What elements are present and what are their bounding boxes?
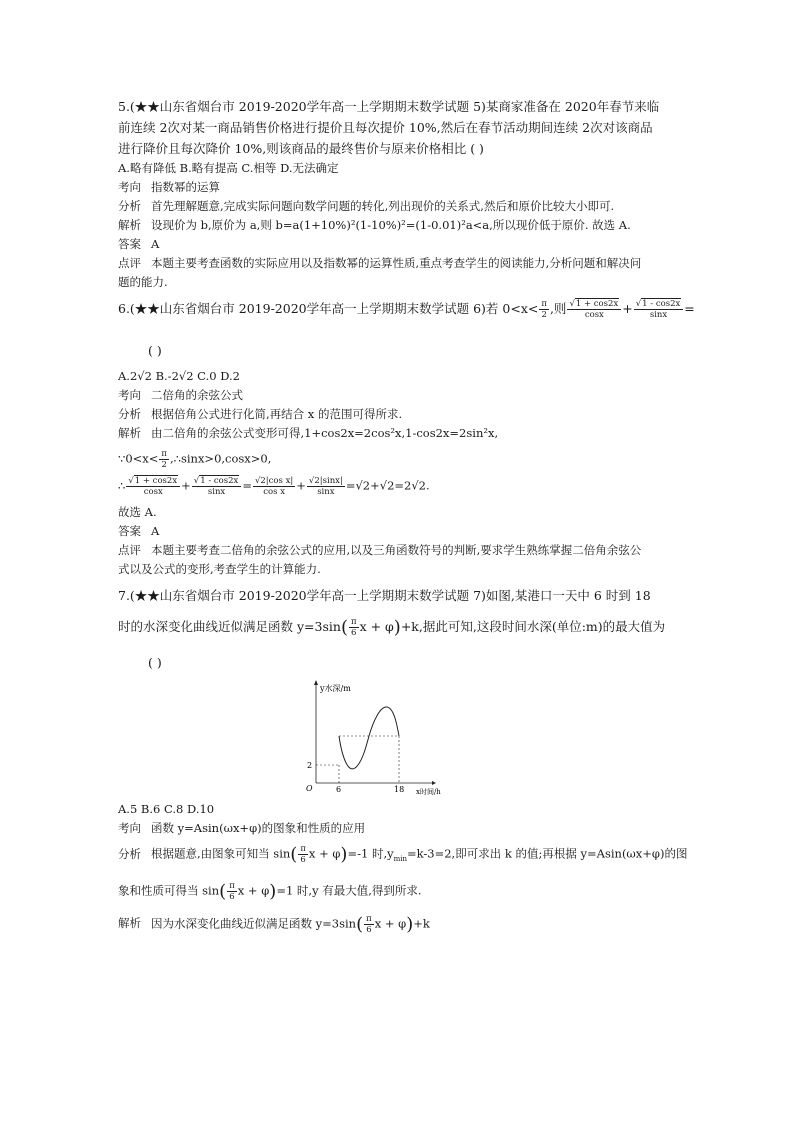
fenxi2-arg: x + φ bbox=[237, 883, 270, 898]
q6-dianping-2: 式以及公式的变形,考查学生的计算能力. bbox=[118, 562, 321, 576]
q6-stem: 6.(★★山东省烟台市 2019-2020学年高一上学期期末数学试题 6)若 0<x< $\frac{\pi}{2}$ ,则 $\frac{√1 + \cos 2x}{\cos x}$ + $\frac{√1 - \cos 2x}{\sin x}$ = bbox=[118, 299, 695, 320]
frac-num: 1 + cos2x bbox=[134, 476, 178, 486]
q6-answer-blank: ( ) bbox=[148, 343, 162, 358]
q6-stem-prefix: 6.(★★山东省烟台市 2019-2020学年高一上学期期末数学试题 6)若 0<x< bbox=[118, 301, 539, 316]
q7-fenxi-line-1: 分析 根据题意,由图象可知当 sin( $\frac{\pi}{6}$ x + φ)=-1 时$,y_{min}=k-3=2$,即可求出 k 的值;再根据 y=Asin(ωx+φ)的图 bbox=[118, 844, 688, 865]
fenxi-a: 根据题意,由图象可知当 sin bbox=[151, 846, 291, 861]
q5-fenxi: 首先理解题意,完成实际问题向数学问题的转化,列出现价的关系式,然后和原价比较大小即可. bbox=[151, 199, 615, 213]
jiexi-a: 因为水深变化曲线近似满足函数 y=3sin bbox=[151, 916, 357, 931]
origin-label: O bbox=[306, 784, 313, 793]
q5-dianping-label: 点评 bbox=[118, 256, 141, 270]
frac-den: 2 bbox=[541, 310, 547, 320]
frac-num: π bbox=[350, 617, 357, 627]
q5-stem-line-3: 进行降价且每次降价 10%,则该商品的最终售价与原来价格相比 ( ) bbox=[118, 141, 484, 156]
frac-num: 1 - cos2x bbox=[642, 299, 681, 309]
question-7 bbox=[118, 585, 688, 935]
q5-dianping-1: 本题主要考查函数的实际应用以及指数幂的运算性质,重点考查学生的阅读能力,分析问题和解决问 bbox=[151, 256, 642, 270]
frac-num: 1 - cos2x bbox=[200, 476, 239, 486]
q7-fenxi-label: 分析 bbox=[118, 846, 141, 861]
pi-over-6-fraction bbox=[298, 844, 308, 865]
fenxi-b: =-1 时,y bbox=[347, 846, 394, 861]
water-depth-figure bbox=[304, 677, 444, 797]
frac-num: π bbox=[229, 880, 235, 891]
q6-daan-label: 答案 bbox=[118, 524, 141, 538]
y-axis-label: y水深/m bbox=[320, 684, 351, 693]
frac-num: √2|cos x| bbox=[254, 476, 294, 486]
sqrt-fraction-2: $\frac{√1 - \cos 2x}{\sin x}$ bbox=[192, 476, 242, 497]
q6-fenxi-label: 分析 bbox=[118, 407, 141, 421]
q5-kaoxiang: 指数幂的运算 bbox=[151, 180, 220, 194]
q7-kaoxiang: 函数 y=Asin(ωx+φ)的图象和性质的应用 bbox=[151, 821, 366, 835]
pi-over-2-fraction bbox=[159, 449, 169, 470]
sqrt-fraction-1: $\frac{√1 + \cos 2x}{\cos x}$ bbox=[126, 476, 180, 497]
x-axis-arrow-icon bbox=[432, 781, 436, 785]
q6-jiexi-label: 解析 bbox=[118, 426, 141, 440]
frac-num: π bbox=[541, 299, 547, 309]
q7-choices: A.5 B.6 C.8 D.10 bbox=[118, 802, 215, 816]
q6-kaoxiang-label: 考向 bbox=[118, 388, 141, 402]
q7-kaoxiang-label: 考向 bbox=[118, 821, 141, 835]
fenxi2-b: =1 时,y 有最大值,得到所求. bbox=[276, 883, 422, 898]
q7-stem-line-1: 7.(★★山东省烟台市 2019-2020学年高一上学期期末数学试题 7)如图,某港口一天中 6 时到 18 bbox=[118, 588, 651, 603]
frac-den: cosx bbox=[143, 487, 163, 497]
document-page bbox=[118, 96, 695, 935]
q7-line2-mid: x + φ bbox=[359, 619, 394, 634]
q5-daan-label: 答案 bbox=[118, 237, 141, 251]
q6-therefore: ∴ $\frac{√1 + \cos 2x}{\cos x}$ + $\frac{√1 - \cos 2x}{\sin x}$ = $\frac{\text{√2|cos x|}}{\text{cos x}}$ + $\frac{√2|\sin x|}{\sin x}$ =√2+√2=2√2. bbox=[118, 476, 430, 497]
q7-jiexi-line: 解析 因为水深变化曲线近似满足函数 y=3sin( $\frac{\pi}{6}$ x + φ)+k bbox=[118, 913, 430, 935]
pi-over-6-fraction bbox=[364, 914, 374, 935]
because-suffix: ,∴sinx>0,cosx>0, bbox=[169, 451, 272, 466]
q7-fenxi-line-2: 象和性质可得当 sin( $\frac{\pi}{6}$ x + φ)=1 时,y 有最大值,得到所求. bbox=[118, 880, 422, 902]
q5-answer: A bbox=[151, 237, 160, 251]
abs-cos-fraction bbox=[253, 476, 295, 497]
q6-xuan: 故选 A. bbox=[118, 505, 157, 519]
question-5 bbox=[118, 96, 678, 292]
abs-sin-fraction bbox=[307, 476, 345, 497]
frac-den: 6 bbox=[366, 924, 372, 935]
frac-den: 2 bbox=[161, 460, 167, 470]
q7-jiexi-label: 解析 bbox=[118, 916, 141, 931]
y-tick-2: 2 bbox=[307, 761, 313, 770]
frac-num: π bbox=[161, 449, 167, 459]
x-axis-label: x时间/h bbox=[416, 788, 441, 796]
q6-fenxi: 根据倍角公式进行化简,再结合 x 的范围可得所求. bbox=[151, 407, 403, 421]
q6-dianping-1: 本题主要考查二倍角的余弦公式的应用,以及三角函数符号的判断,要求学生熟练掌握二倍角余弦公 bbox=[151, 543, 642, 557]
fenxi-c: =k-3=2,即可求出 k 的值;再根据 y=Asin(ωx+φ)的图 bbox=[407, 846, 688, 861]
q5-stem-line-2: 前连续 2次对某一商品销售价格进行提价且每次提价 10%,然后在春节活动期间连续 2次对该商品 bbox=[118, 120, 653, 135]
therefore-symbol: ∴ bbox=[118, 478, 126, 493]
q5-choices: A.略有降低 B.略有提高 C.相等 D.无法确定 bbox=[118, 161, 339, 175]
y-axis-arrow-icon bbox=[314, 680, 318, 685]
frac-num: π bbox=[366, 913, 372, 924]
q6-because bbox=[118, 449, 678, 470]
q5-jiexi: 设现价为 b,原价为 a,则 b=a(1+10%)²(1-10%)²=(1-0.01)²a<a,所以现价低于原价. 故选 A. bbox=[151, 218, 631, 232]
jiexi-b: +k bbox=[413, 916, 430, 931]
q6-kaoxiang: 二倍角的余弦公式 bbox=[151, 388, 243, 402]
x-tick-18: 18 bbox=[394, 785, 405, 794]
frac-den: 6 bbox=[351, 628, 357, 638]
q5-jiexi-label: 解析 bbox=[118, 218, 141, 232]
q7-stem-line-2: 时的水深变化曲线近似满足函数 y=3sin( $\frac{\pi}{6}$ x + φ)+k,据此可知,这段时间水深(单位:m)的最大值为 bbox=[118, 617, 666, 638]
fenxi-arg: x + φ bbox=[308, 846, 341, 861]
q7-line2-prefix: 时的水深变化曲线近似满足函数 y=3sin bbox=[118, 619, 341, 634]
frac-den: sinx bbox=[649, 310, 668, 320]
q5-fenxi-label: 分析 bbox=[118, 199, 141, 213]
sqrt-fraction-1: $\frac{√1 + \cos 2x}{\cos x}$ bbox=[567, 299, 621, 320]
q6-then: ,则 bbox=[549, 301, 567, 316]
pi-over-2-fraction bbox=[539, 299, 549, 320]
q6-eq: = bbox=[684, 301, 695, 316]
frac-den: sinx bbox=[207, 487, 226, 497]
frac-den: cosx bbox=[584, 310, 604, 320]
q5-stem-line-1: 5.(★★山东省烟台市 2019-2020学年高一上学期期末数学试题 5)某商家准备在 2020年春节来临 bbox=[118, 99, 660, 114]
frac-num: √2|sinx| bbox=[308, 476, 343, 486]
pi-over-6-fraction bbox=[227, 881, 237, 902]
fenxi-min-subscript: min bbox=[393, 854, 407, 863]
sine-curve bbox=[339, 707, 399, 769]
q6-dianping-label: 点评 bbox=[118, 543, 141, 557]
question-6 bbox=[118, 298, 695, 579]
frac-den: 6 bbox=[229, 891, 235, 902]
q7-line2-suffix: +k,据此可知,这段时间水深(单位:m)的最大值为 bbox=[400, 619, 666, 634]
q5-dianping-2: 题的能力. bbox=[118, 275, 168, 289]
pi-over-6-fraction bbox=[349, 617, 359, 638]
q5-kaoxiang-label: 考向 bbox=[118, 180, 141, 194]
q6-answer: A bbox=[151, 524, 160, 538]
q6-jiexi: 由二倍角的余弦公式变形可得,1+cos2x=2cos²x,1-cos2x=2sin²x, bbox=[151, 426, 499, 440]
frac-num: π bbox=[300, 844, 306, 854]
q6-choices: A.2√2 B.-2√2 C.0 D.2 bbox=[118, 369, 240, 383]
q7-answer-blank: ( ) bbox=[148, 655, 162, 670]
because-prefix: ∵0<x< bbox=[118, 451, 159, 466]
frac-num: 1 + cos2x bbox=[575, 299, 619, 309]
fenxi2-a: 象和性质可得当 sin bbox=[118, 883, 220, 898]
q6-result: =√2+√2=2√2. bbox=[345, 478, 430, 493]
frac-den: sinx bbox=[317, 487, 335, 497]
jiexi-arg: x + φ bbox=[374, 916, 407, 931]
frac-den: cos x bbox=[263, 487, 285, 497]
frac-den: 6 bbox=[300, 855, 306, 865]
sqrt-fraction-2: $\frac{√1 - \cos 2x}{\sin x}$ bbox=[634, 299, 684, 320]
x-tick-6: 6 bbox=[336, 785, 342, 794]
